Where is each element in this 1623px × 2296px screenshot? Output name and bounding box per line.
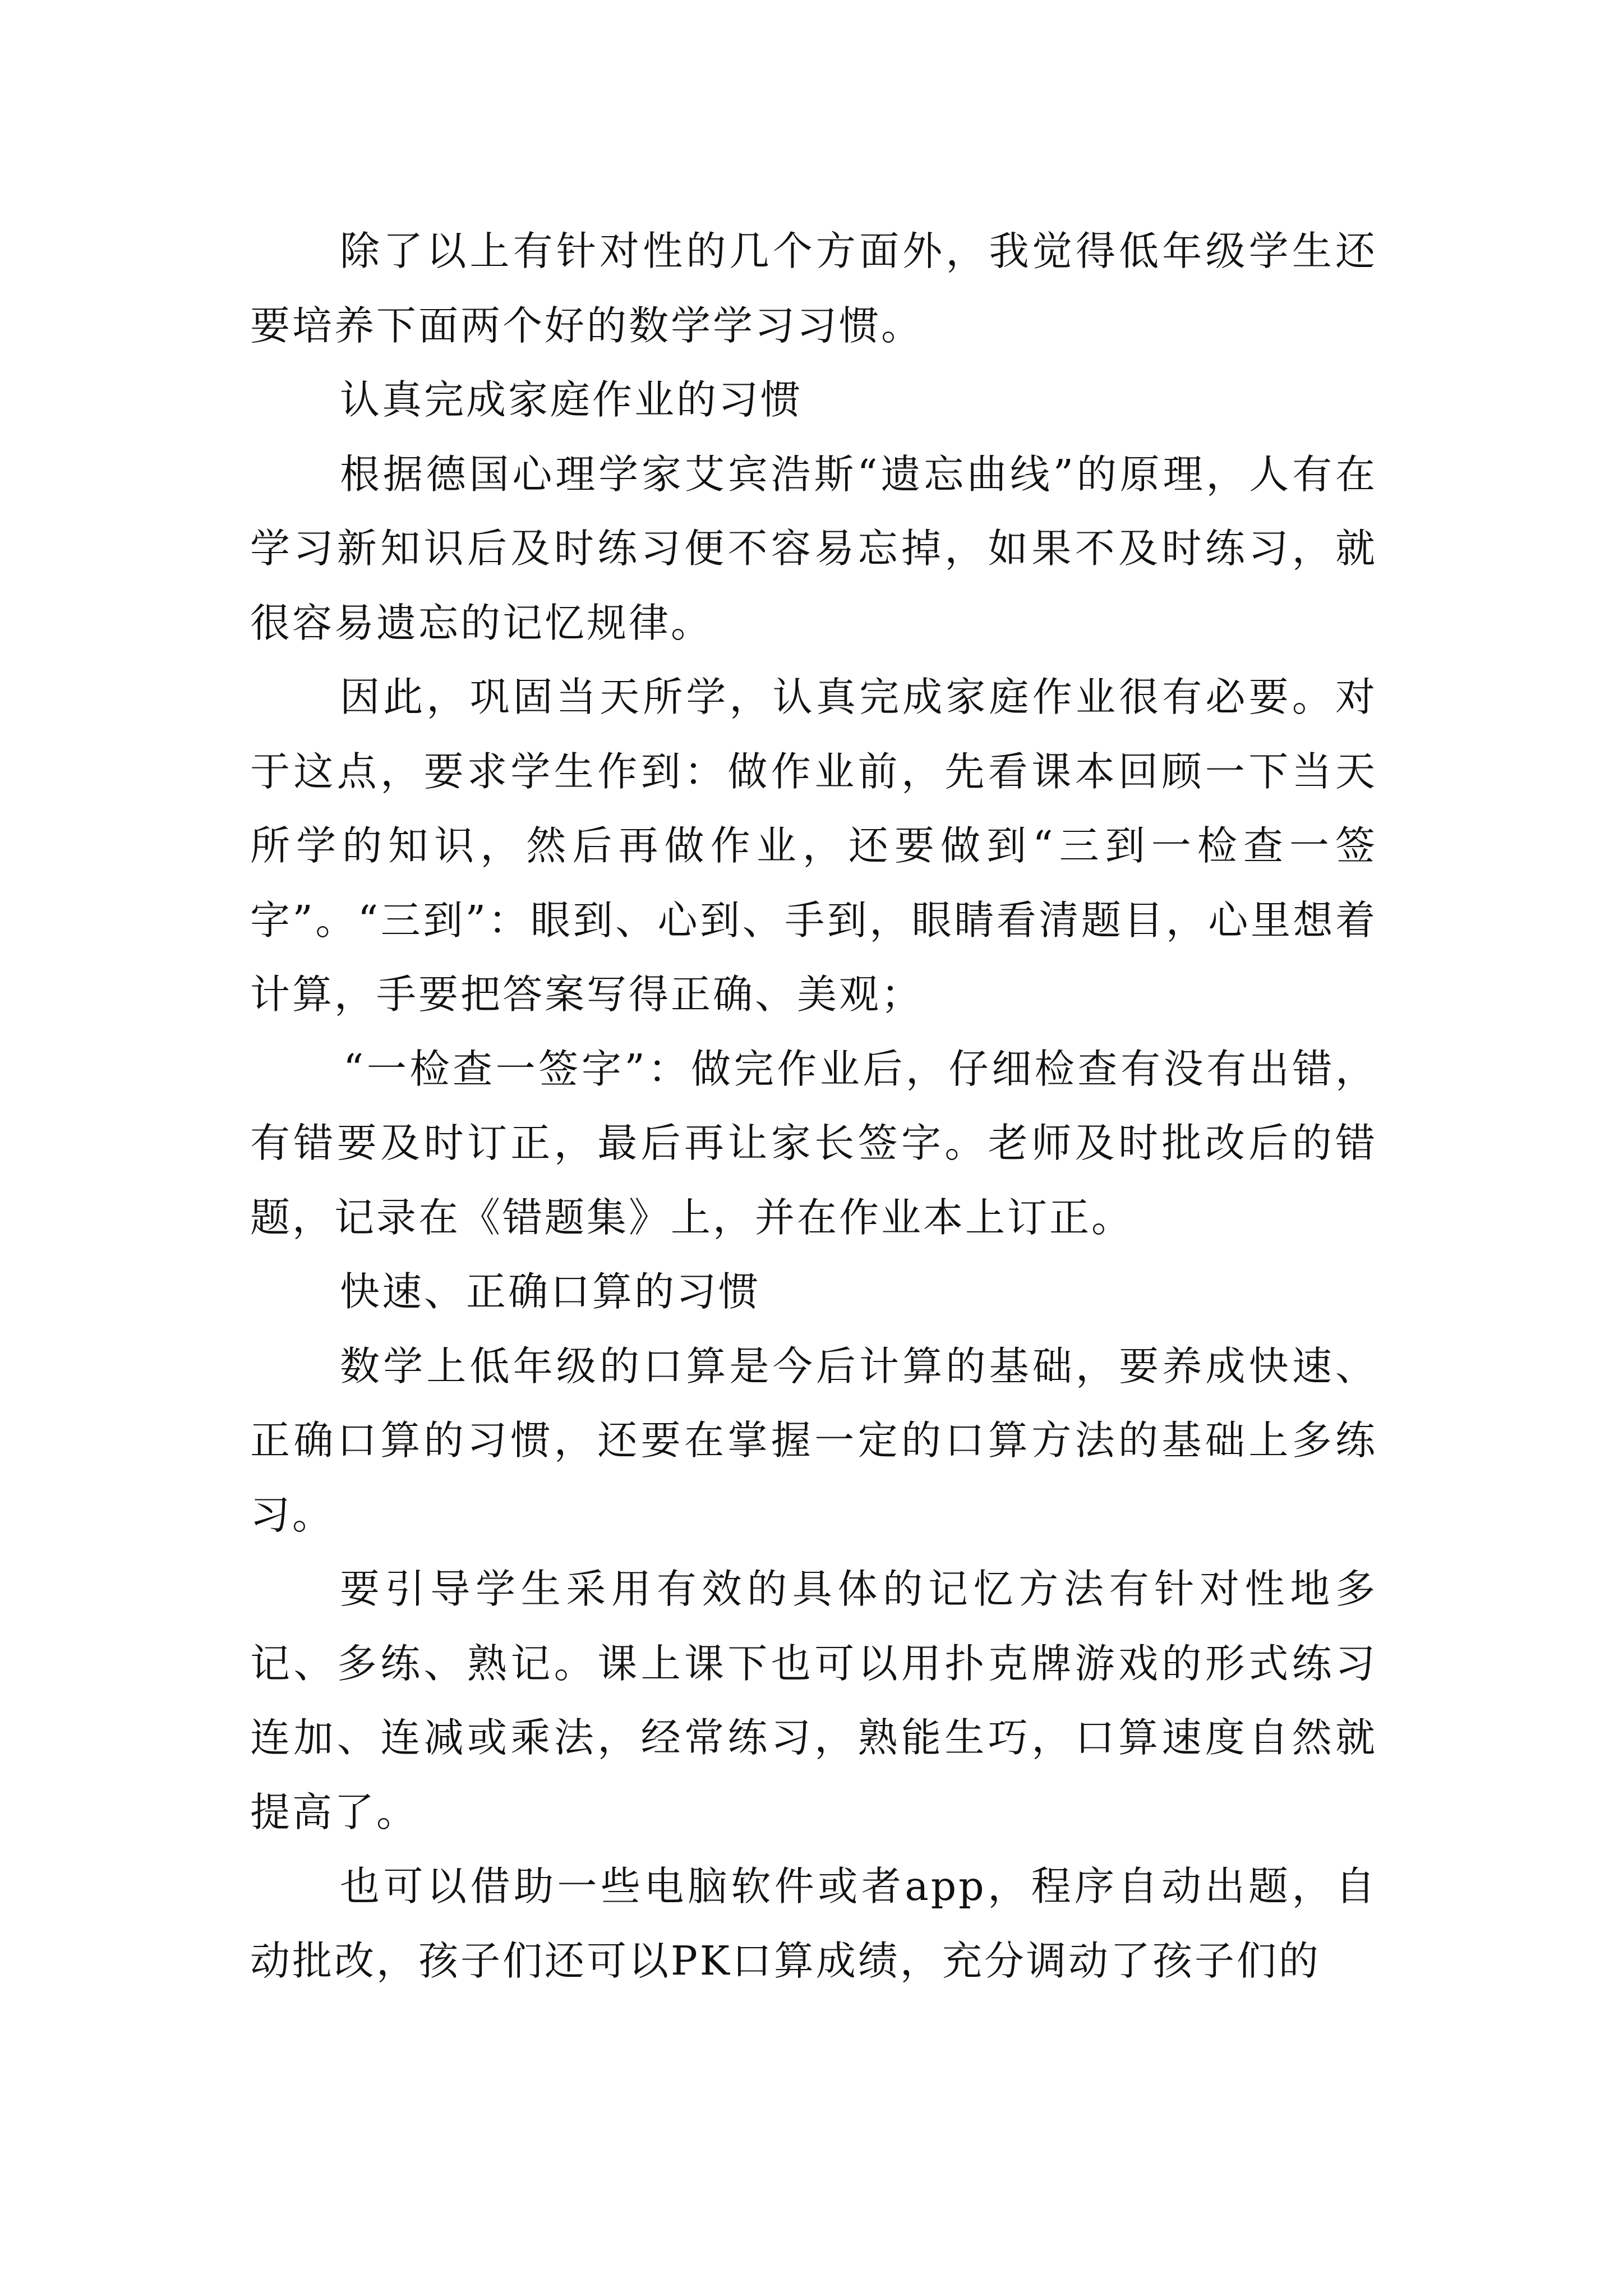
section-heading-mental-math-habit: 快速、正确口算的习惯 — [340, 1268, 761, 1315]
paragraph-memory-methods: 要引导学生采用有效的具体的记忆方法有针对性地多记、多练、熟记。课上课下也可以用扑克牌游戏的形式练习连加、连减或乘法，经常练习，熟能生巧，口算速度自然就提高了。 — [250, 1566, 1377, 1835]
paragraph-software-apps: 也可以借助一些电脑软件或者app，程序自动出题，自动批改，孩子们还可以PK口算成绩，充分调动了孩子们的 — [250, 1863, 1377, 1984]
document-body — [250, 214, 1377, 1998]
paragraph-homework-requirements: 因此，巩固当天所学，认真完成家庭作业很有必要。对于这点，要求学生作到：做作业前，先看课本回顾一下当天所学的知识，然后再做作业，还要做到“三到一检查一签字”。“三到”：眼到、心到、手到，眼睛看清题目，心里想着计算，手要把答案写得正确、美观； — [250, 674, 1377, 1018]
paragraph-intro: 除了以上有针对性的几个方面外，我觉得低年级学生还要培养下面两个好的数学学习习惯。 — [250, 228, 1377, 349]
section-heading-homework-habit: 认真完成家庭作业的习惯 — [340, 376, 803, 423]
paragraph-mental-math-basis: 数学上低年级的口算是今后计算的基础，要养成快速、正确口算的习惯，还要在掌握一定的口算方法的基础上多练习。 — [250, 1342, 1377, 1538]
paragraph-check-and-sign: “一检查一签字”：做完作业后，仔细检查有没有出错，有错要及时订正，最后再让家长签字。老师及时批改后的错题，记录在《错题集》上，并在作业本上订正。 — [250, 1045, 1377, 1241]
paragraph-forgetting-curve: 根据德国心理学家艾宾浩斯“遗忘曲线”的原理，人有在学习新知识后及时练习便不容易忘掉，如果不及时练习，就很容易遗忘的记忆规律。 — [250, 450, 1377, 646]
